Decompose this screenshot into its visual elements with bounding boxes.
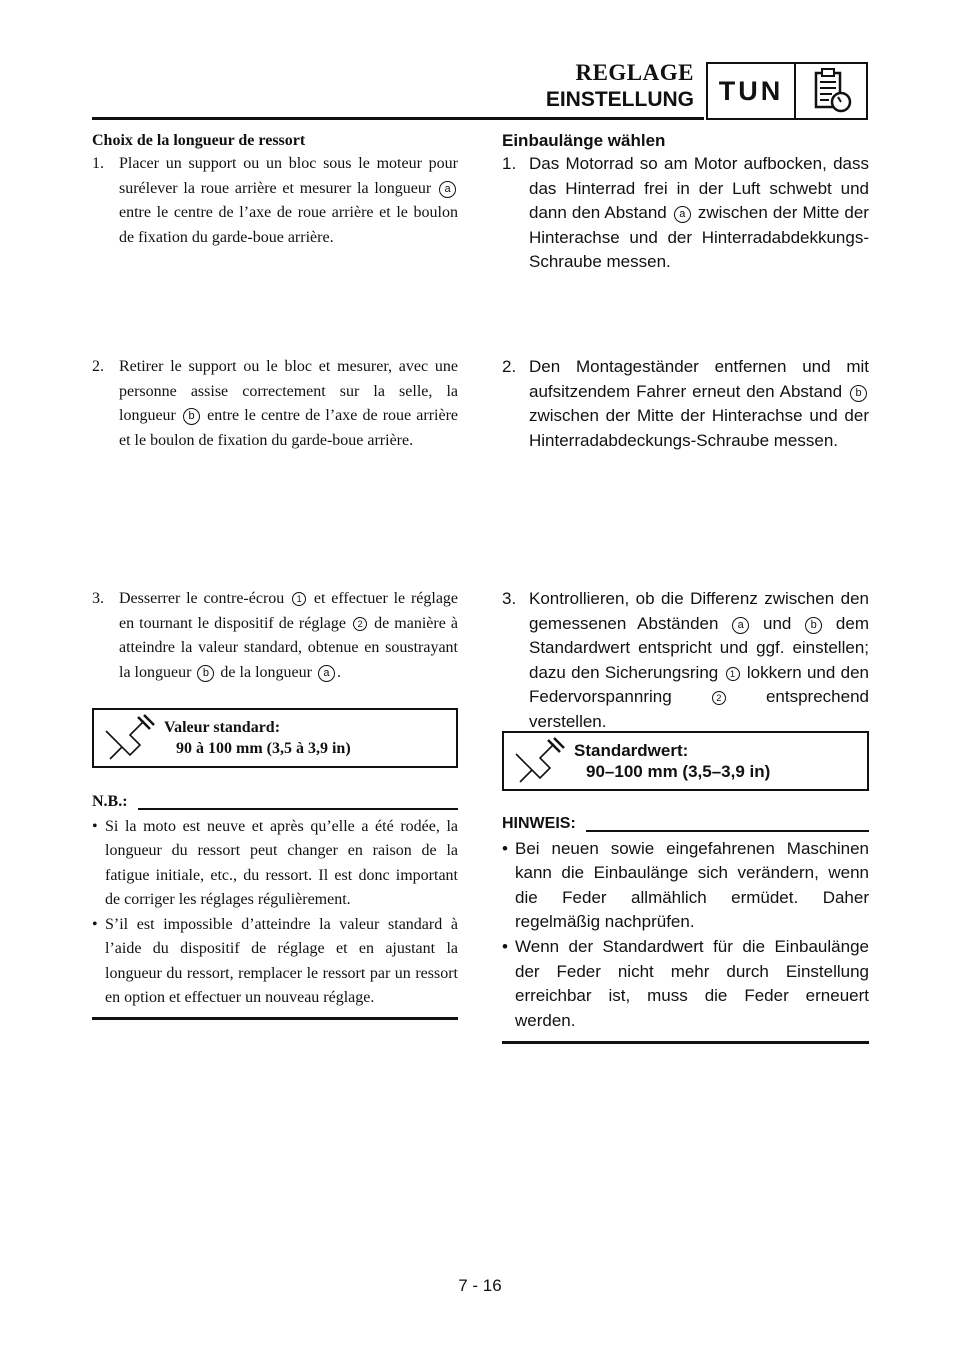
- de-spec-value: 90–100 mm (3,5–3,9 in): [586, 762, 771, 781]
- section-badge: [706, 62, 868, 120]
- fr-step-1: [92, 152, 458, 250]
- fr-note: [92, 790, 458, 1020]
- fr-step3-text: Desserrer le contre-écrou: [119, 590, 285, 607]
- fr-step1-num: 1.: [92, 155, 104, 172]
- fr-spec-value: 90 à 100 mm (3,5 à 3,9 in): [176, 740, 351, 757]
- de-step1-num: 1.: [502, 154, 517, 173]
- fr-note-text: S’il est impossible d’atteindre la valeur standard à l’aide du dispositif de réglage et en ajustant la longueur du ressort, remplacer le ressort par un ressort en option et effectuer un nouveau réglage.: [105, 915, 458, 1006]
- fr-heading: Choix de la longueur de ressort: [92, 132, 306, 149]
- de-step-2: [502, 355, 869, 453]
- de-step3-block: [502, 587, 869, 735]
- fr-step1-text: Placer un support ou un bloc sous le moteur pour surélever la roue arrière et mesurer la longueur: [119, 155, 458, 197]
- header-title-fr: REGLAGE: [575, 60, 694, 85]
- ref-2-symbol: 2: [712, 691, 726, 705]
- ref-b-symbol: b: [805, 617, 822, 634]
- fr-note-label: N.B.:: [92, 793, 128, 810]
- fr-note-text: Si la moto est neuve et après qu’elle a été rodée, la longueur du ressort peut changer en raison de la fatigue initiale, etc., du ressort. Il est donc important de corriger les réglages régulièrement.: [105, 817, 458, 908]
- de-step2-text-2: zwischen der Mitte der Hinterachse und der Hinterradabdeckungs-Schraube messen.: [529, 406, 869, 450]
- ref-2-symbol: 2: [353, 617, 367, 631]
- fr-note-bullet: • Si la moto est neuve et après qu’elle a été rodée, la longueur du ressort peut changer en raison de la fatigue initiale, etc., du ressort. Il est donc important de corriger les réglages régulièrement.: [92, 815, 458, 913]
- de-spec-label: Standardwert:: [574, 741, 689, 760]
- de-step3-text: Kontrollieren, ob die Differenz zwischen den gemessenen Abständen: [529, 589, 869, 633]
- de-step3-text-2: und: [763, 613, 792, 633]
- de-step3-text-3: dem Standardwert entspricht und ggf. einstellen; dazu den Sicherungsring: [529, 613, 869, 682]
- note-end-rule: [502, 1041, 869, 1044]
- de-step1-block: [502, 130, 869, 275]
- de-note-text: Bei neuen sowie eingefahrenen Maschinen kann die Einbaulänge sich verändern, wenn die Feder allmählich ermüdet. Daher regelmäßig nachprüfen.: [515, 838, 869, 932]
- de-note-label: HINWEIS:: [502, 815, 576, 832]
- de-step3-num: 3.: [502, 589, 517, 608]
- fr-step2-num: 2.: [92, 358, 104, 375]
- fr-step2-text-2: entre le centre de l’axe de roue arrière et le boulon de fixation du garde-boue arrière.: [119, 407, 459, 449]
- fr-step3-text-2: et effectuer le réglage en tournant le dispositif de réglage: [119, 590, 459, 632]
- fr-note-bullet: • S’il est impossible d’atteindre la valeur standard à l’aide du dispositif de réglage et en ajustant la longueur du ressort, remplacer le ressort par un ressort en option et effectuer un nouveau réglage.: [92, 913, 458, 1011]
- section-code: TUN: [708, 64, 796, 118]
- ref-b-symbol: b: [850, 385, 867, 402]
- de-step1-text: Das Motorrad so am Motor aufbocken, dass das Hinterrad frei in der Luft schwebt und dann den Abstand: [529, 154, 869, 223]
- ref-a-symbol: a: [674, 206, 691, 223]
- ref-b-symbol: b: [197, 665, 214, 682]
- fr-spec-box: [92, 708, 458, 768]
- ref-a-symbol: a: [732, 617, 749, 634]
- de-note-bullet: • Wenn der Standardwert für die Einbaulänge der Feder nicht mehr durch Einstellung erreichbar ist, muss die Feder erneuert werden.: [502, 935, 869, 1033]
- fr-step2-block: [92, 355, 458, 453]
- fr-step3-text-4: de la longueur: [220, 663, 312, 681]
- note-divider: [586, 830, 869, 832]
- fr-step-2: [92, 355, 458, 453]
- de-step3-text-4: lokkern und den Federvorspannring: [529, 662, 869, 707]
- fr-step2-text: Retirer le support ou le bloc et mesurer, avec une personne assise correctement sur la selle, la longueur: [119, 358, 458, 424]
- note-end-rule: [92, 1017, 458, 1020]
- ref-a-symbol: a: [318, 665, 335, 682]
- de-step2-text: Den Montageständer entfernen und mit aufsitzendem Fahrer erneut den Abstand: [529, 357, 869, 401]
- de-note: [502, 812, 869, 1044]
- fr-step3-text-5: .: [336, 663, 341, 681]
- de-step-1: [502, 152, 869, 275]
- fr-step-3: [92, 587, 458, 685]
- ref-1-symbol: 1: [726, 667, 740, 681]
- de-spec-box: [502, 731, 869, 791]
- page-number: 7 - 16: [458, 1276, 502, 1295]
- fr-step3-num: 3.: [92, 590, 104, 607]
- header-rule: [92, 117, 704, 120]
- fr-step1-text-2: entre le centre de l’axe de roue arrière et le boulon de fixation du garde-boue arrière.: [119, 204, 458, 246]
- de-step2-num: 2.: [502, 357, 517, 376]
- caliper-icon: [94, 711, 164, 765]
- de-step2-block: [502, 355, 869, 453]
- de-note-text: Wenn der Standardwert für die Einbaulänge der Feder nicht mehr durch Einstellung erreichbar ist, muss die Feder erneuert werden.: [515, 936, 869, 1030]
- de-heading: Einbaulänge wählen: [502, 131, 666, 150]
- de-step1-text-2: zwischen der Mitte der Hinterachse und der Hinterradabdekkungs-Schraube messen.: [529, 203, 869, 272]
- header-title-de: EINSTELLUNG: [545, 88, 694, 111]
- fr-step3-text-3: de manière à atteindre la valeur standard, obtenue en soustrayant la longueur: [119, 614, 458, 681]
- fr-step3-block: [92, 587, 458, 685]
- de-step-3: [502, 587, 869, 735]
- fr-spec-label: Valeur standard:: [164, 719, 281, 736]
- ref-b-symbol: b: [183, 408, 200, 425]
- caliper-icon: [504, 734, 574, 788]
- clipboard-stopwatch-icon: [796, 64, 866, 118]
- note-divider: [138, 808, 458, 810]
- fr-step1-block: [92, 130, 458, 250]
- de-note-bullet: • Bei neuen sowie eingefahrenen Maschinen kann die Einbaulänge sich verändern, wenn die Feder allmählich ermüdet. Daher regelmäßig nachprüfen.: [502, 837, 869, 935]
- ref-a-symbol: a: [439, 181, 456, 198]
- ref-1-symbol: 1: [292, 592, 306, 606]
- de-step3-text-5: entsprechend verstellen.: [529, 687, 869, 731]
